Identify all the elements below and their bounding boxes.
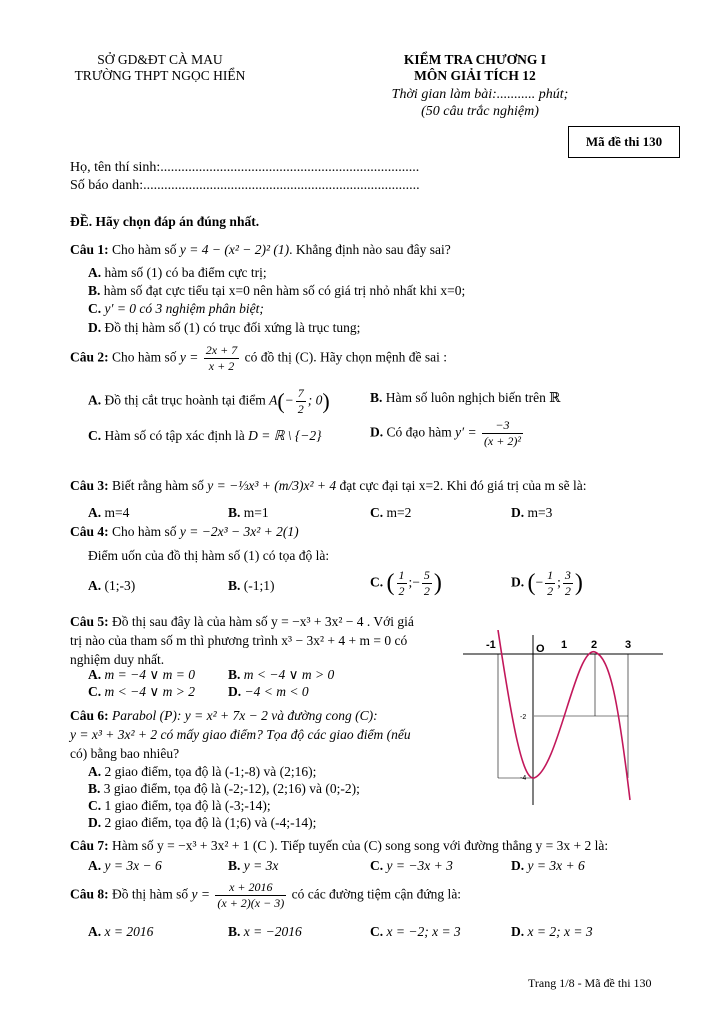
exam-title: KIỂM TRA CHƯƠNG I [403,52,547,67]
question-2: Câu 2: Cho hàm số y = $\frac{2x + 7}{x + 2}$ có đồ thị (C). Hãy chọn mệnh đề sai : [70,343,448,373]
q6-option-d[interactable]: D. 2 giao điểm, tọa độ là (1;6) và (-4;-14); [88,815,317,830]
page-footer: Trang 1/8 - Mã đề thi 130 [528,976,652,990]
exam-question-count: (50 câu trắc nghiệm) [421,104,539,119]
q4-option-c[interactable]: C. ( $\frac{1}{2}$ ;− $\frac{5}{2}$ ) [370,568,442,598]
q1-option-c[interactable]: C. y′ = 0 có 3 nghiệm phân biệt; [88,301,264,316]
q3-option-d[interactable]: D. m=3 [511,505,553,520]
q4-subtext: Điểm uốn của đồ thị hàm số (1) có tọa độ là: [88,548,330,563]
question-5: Câu 5: Đồ thị sau đây là của hàm số y = −x³ + 3x² − 4 . Với giá trị nào của tham số m thì phương trình x³ − 3x² + 4 + m = 0 có nghiệm duy nhất. [70,614,414,667]
q3-option-a[interactable]: A. m=4 [88,505,130,520]
q1-option-d[interactable]: D. Đồ thị hàm số (1) có trục đối xứng là trục tung; [88,320,361,335]
q3-option-b[interactable]: B. m=1 [228,505,269,520]
q7-option-d[interactable]: D. y = 3x + 6 [511,858,585,873]
student-name-line: Họ, tên thí sinh:.......................................................................... [70,160,420,175]
q6-option-a[interactable]: A. 2 giao điểm, tọa độ là (-1;-8) và (2;16); [88,764,317,779]
x-label-3: 3 [625,639,632,651]
q2-fraction: $\frac{2x + 7}{x + 2}$ [205,343,238,373]
x-label-2: 2 [591,639,598,651]
q2-option-d[interactable]: D. Có đạo hàm y′ = $\frac{-3}{\text{(x + 2)²}}$ [370,418,521,448]
school-name: TRƯỜNG THPT NGỌC HIỂN [74,68,246,83]
origin-label: O [536,643,545,655]
q3-option-c[interactable]: C. m=2 [370,505,412,520]
q1-label: Câu 1: [70,242,109,257]
q6-option-b[interactable]: B. 3 giao điểm, tọa độ là (-2;-12), (2;16) và (0;-2); [88,781,360,796]
q7-option-c[interactable]: C. y = −3x + 3 [370,858,453,873]
q5-option-a[interactable]: A. m = −4 ∨ m = 0 [88,667,195,682]
q2-option-b[interactable]: B. Hàm số luôn nghịch biến trên ℝ [370,390,561,405]
q4-option-d[interactable]: D. (− $\frac{1}{2}$ ; $\frac{3}{2}$ ) [511,568,583,598]
q4-option-b[interactable]: B. (-1;1) [228,578,275,593]
q8-option-b[interactable]: B. x = −2016 [228,924,302,939]
q2-option-c[interactable]: C. Hàm số có tập xác định là D = ℝ \ {−2} [88,428,322,443]
q1-text-b: . Khẳng định nào sau đây sai? [289,242,451,257]
instruction: ĐỀ. Hãy chọn đáp án đúng nhất. [70,214,260,229]
q4-option-a[interactable]: A. (1;-3) [88,578,136,593]
exam-code-box: Mã đề thi 130 [568,126,680,158]
q5-option-b[interactable]: B. m < −4 ∨ m > 0 [228,667,335,682]
question-7: Câu 7: Hàm số y = −x³ + 3x² + 1 (C ). Tiếp tuyến của (C) song song với đường thẳng y = 3x + 2 là: [70,838,609,853]
school-dept: SỞ GD&ĐT CÀ MAU [97,52,223,67]
exam-time: Thời gian làm bài:........... phút; [391,87,569,102]
y-label-neg2: -2 [520,714,527,721]
curve [498,630,630,800]
q7-option-a[interactable]: A. y = 3x − 6 [88,858,162,873]
q6-option-c[interactable]: C. 1 giao điểm, tọa độ là (-3;-14); [88,798,271,813]
y-label-neg4: -4 [520,775,527,782]
q5-option-d[interactable]: D. −4 < m < 0 [228,684,309,699]
exam-subject: MÔN GIẢI TÍCH 12 [414,68,536,83]
student-id-line: Số báo danh:............................................................................... [70,178,420,193]
q8-option-c[interactable]: C. x = −2; x = 3 [370,924,461,939]
q1-option-b[interactable]: B. hàm số đạt cực tiểu tại x=0 nên hàm số có giá trị nhỏ nhất khi x=0; [88,283,466,298]
x-label-1: 1 [561,639,568,651]
q2-option-a[interactable]: A. Đồ thị cắt trục hoành tại điểm A(− $\frac{7}{2}$ ; 0) [88,386,330,416]
q7-option-b[interactable]: B. y = 3x [228,858,279,873]
cubic-graph [458,630,668,810]
x-label-neg1: -1 [486,639,496,651]
q1-option-a[interactable]: A. hàm số (1) có ba điểm cực trị; [88,265,267,280]
question-4: Câu 4: Cho hàm số y = −2x³ − 3x² + 2(1) [70,524,299,539]
question-1 [70,242,630,258]
question-6: Câu 6: Parabol (P): y = x² + 7x − 2 và đường cong (C): y = x³ + 3x² + 2 có mấy giao điểm? Tọa độ các giao điểm (nếu có) bằng bao nhiêu? [70,708,411,761]
q5-option-c[interactable]: C. m < −4 ∨ m > 2 [88,684,195,699]
q8-option-a[interactable]: A. x = 2016 [88,924,154,939]
q1-formula: y = 4 − (x² − 2)² (1) [179,242,290,257]
q1-text-a: Cho hàm số [112,242,177,257]
q8-option-d[interactable]: D. x = 2; x = 3 [511,924,593,939]
question-8: Câu 8: Đồ thị hàm số y = $\frac{x + 2016}{(x + 2)(x - 3)}$ có các đường tiệm cận đứng là: [70,880,462,910]
question-3: Câu 3: Biết rằng hàm số y = −⅓x³ + (m/3)x² + 4 đạt cực đại tại x=2. Khi đó giá trị của m sẽ là: [70,478,587,493]
